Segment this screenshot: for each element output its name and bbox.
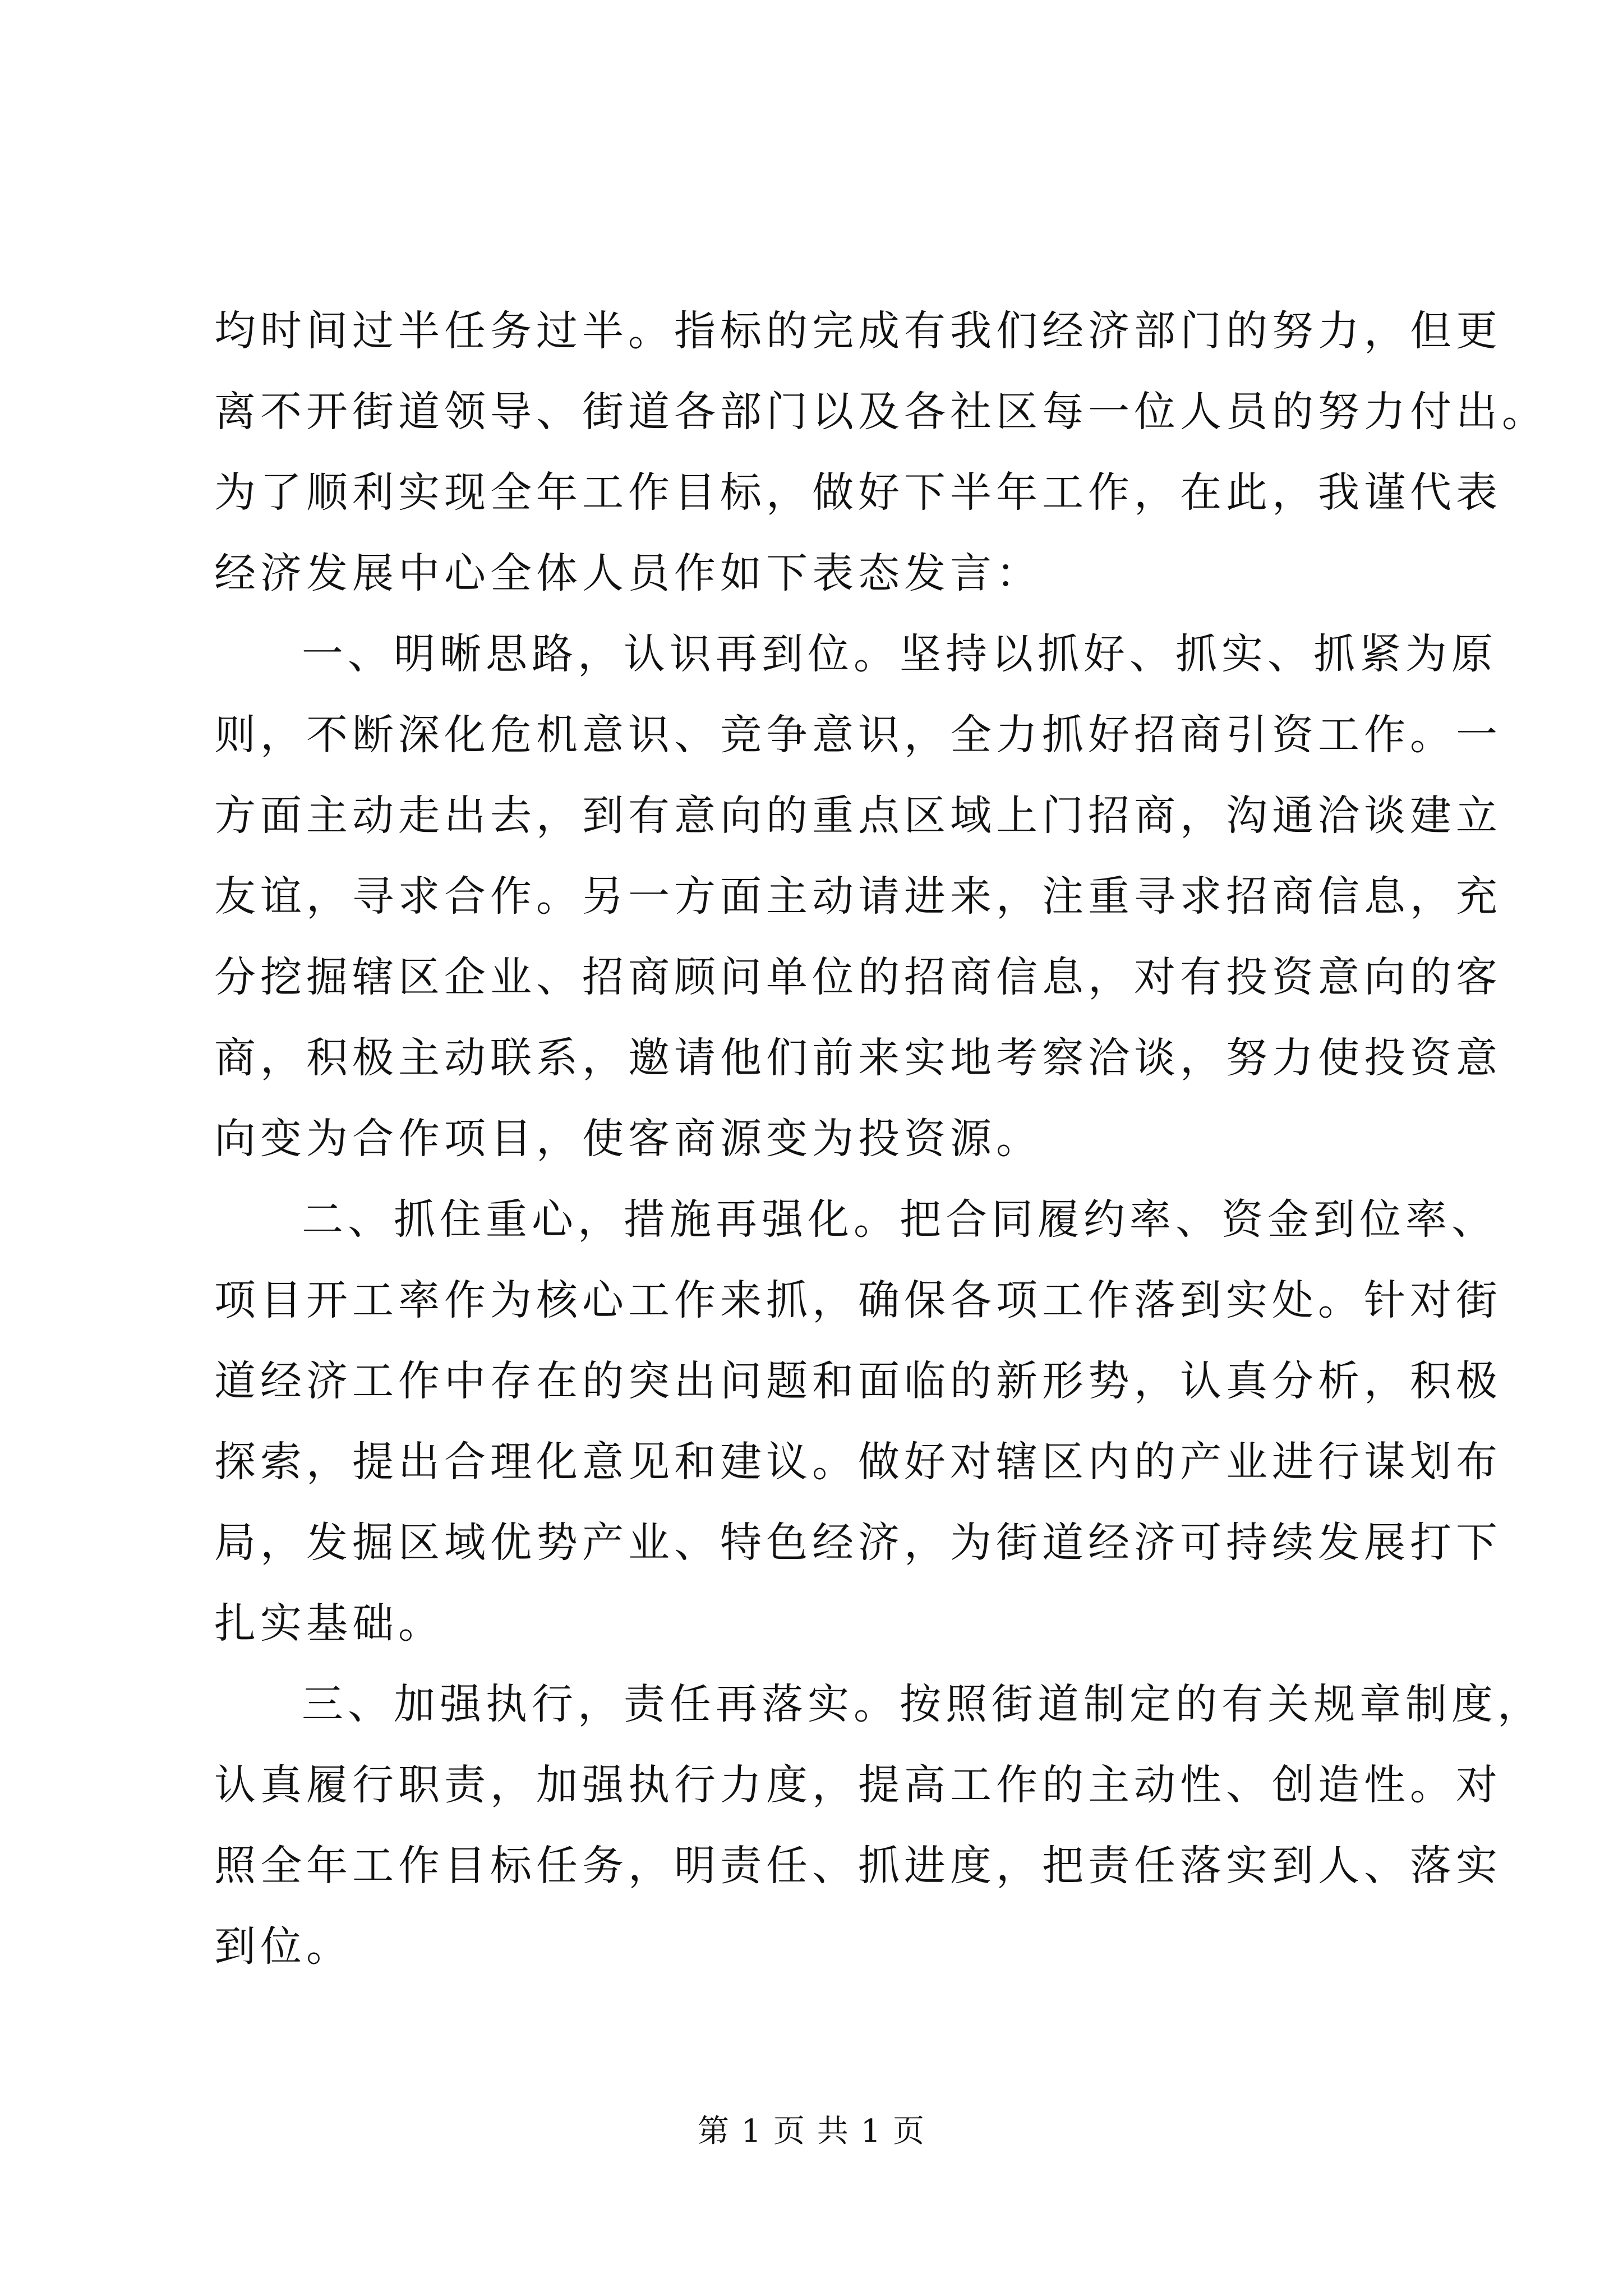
body-line: 离不开街道领导、街道各部门以及各社区每一位人员的努力付出。 [214, 388, 1548, 436]
section-2-first-line: 二、抓住重心，措施再强化。把合同履约率、资金到位率、 [302, 1195, 1497, 1244]
body-line: 向变为合作项目，使客商源变为投资源。 [214, 1115, 1042, 1163]
body-line: 则，不断深化危机意识、竞争意识，全力抓好招商引资工作。一 [214, 711, 1502, 759]
body-line: 探索，提出合理化意见和建议。做好对辖区内的产业进行谋划布 [214, 1438, 1502, 1486]
section-1-first-line: 一、明晰思路，认识再到位。坚持以抓好、抓实、抓紧为原 [302, 630, 1497, 678]
body-line: 扎实基础。 [214, 1599, 444, 1648]
body-line: 经济发展中心全体人员作如下表态发言： [214, 549, 1042, 597]
body-line: 友谊，寻求合作。另一方面主动请进来，注重寻求招商信息，充 [214, 872, 1502, 921]
body-line: 均时间过半任务过半。指标的完成有我们经济部门的努力，但更 [214, 307, 1502, 355]
body-line: 分挖掘辖区企业、招商顾问单位的招商信息，对有投资意向的客 [214, 953, 1502, 1001]
body-line: 认真履行职责，加强执行力度，提高工作的主动性、创造性。对 [214, 1761, 1502, 1809]
document-body [214, 291, 1548, 1987]
body-line: 到位。 [214, 1922, 352, 1971]
body-line: 商，积极主动联系，邀请他们前来实地考察洽谈，努力使投资意 [214, 1034, 1502, 1082]
section-3-first-line: 三、加强执行，责任再落实。按照街道制定的有关规章制度， [302, 1680, 1543, 1728]
body-line: 道经济工作中存在的突出问题和面临的新形势，认真分析，积极 [214, 1357, 1502, 1405]
page-footer: 第 1 页 共 1 页 [697, 2113, 926, 2150]
body-line: 为了顺利实现全年工作目标，做好下半年工作，在此，我谨代表 [214, 468, 1502, 517]
body-line: 照全年工作目标任务，明责任、抓进度，把责任落实到人、落实 [214, 1842, 1502, 1890]
body-line: 方面主动走出去，到有意向的重点区域上门招商，沟通洽谈建立 [214, 792, 1502, 840]
body-line: 项目开工率作为核心工作来抓，确保各项工作落到实处。针对街 [214, 1276, 1502, 1324]
body-line: 局，发掘区域优势产业、特色经济，为街道经济可持续发展打下 [214, 1519, 1502, 1567]
